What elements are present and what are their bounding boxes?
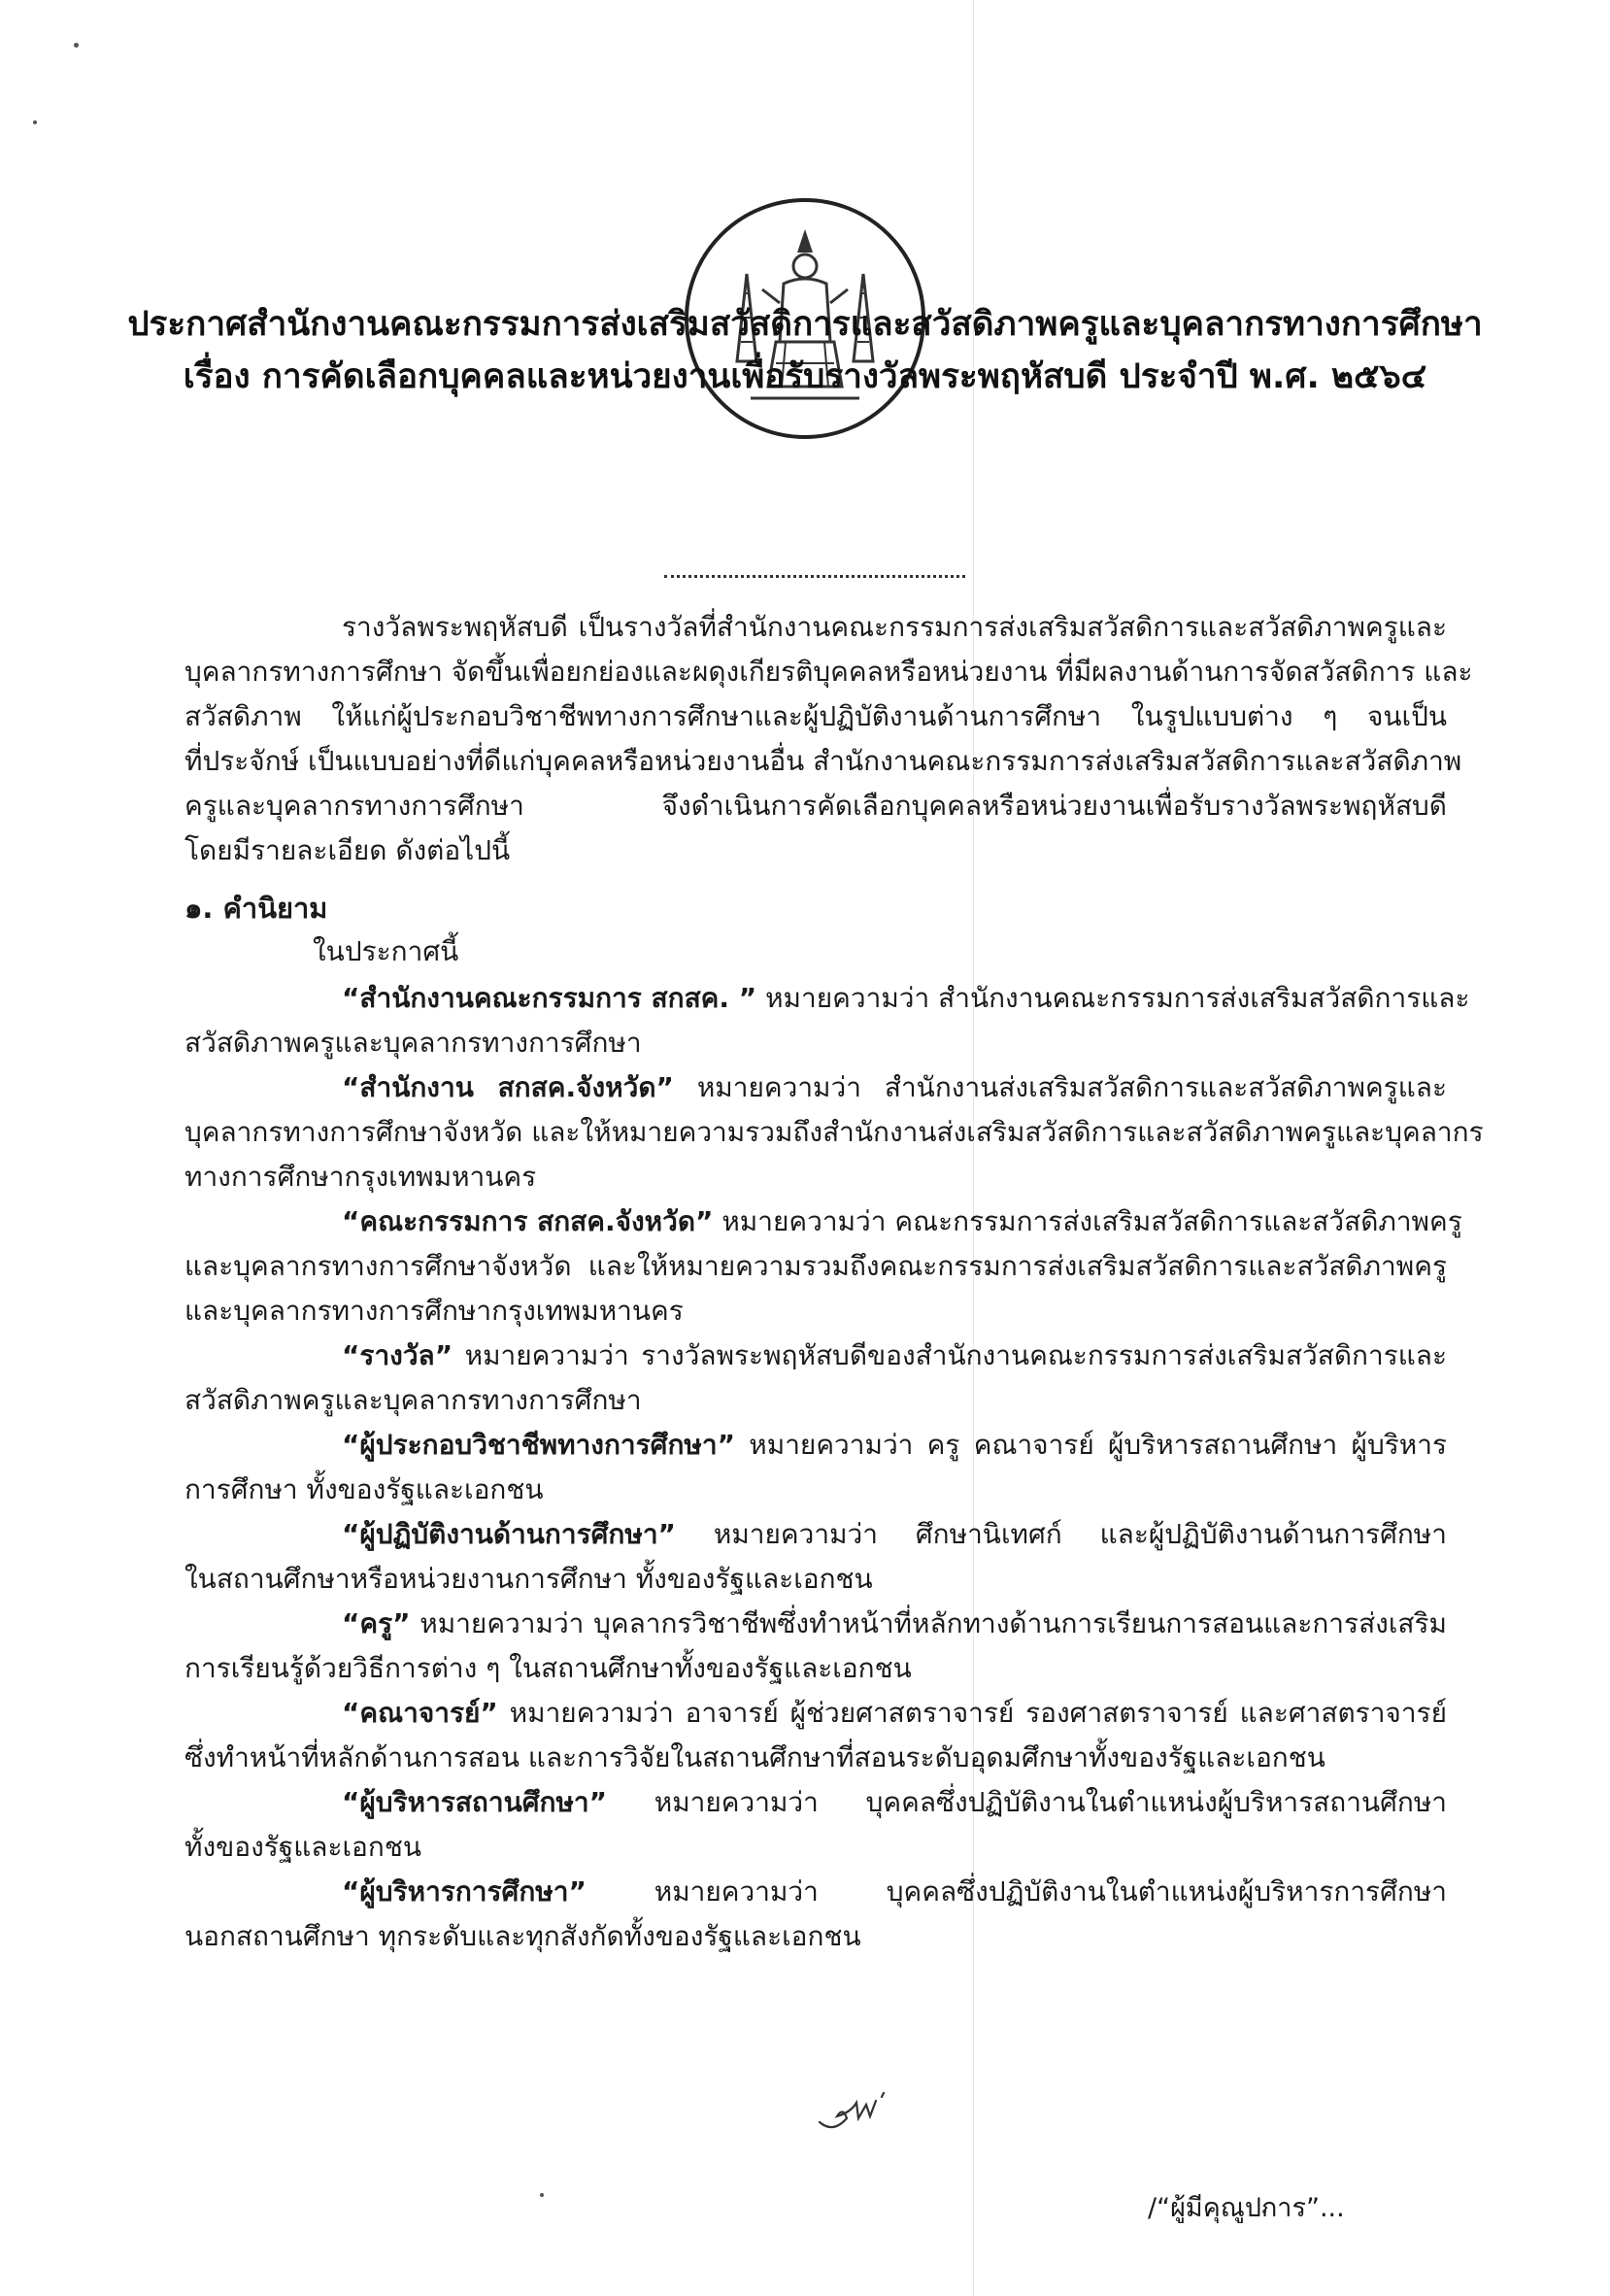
definition-line	[342, 1871, 1447, 1913]
definition-continuation: ในสถานศึกษาหรือหน่วยงานการศึกษา ทั้งของรัฐและเอกชน	[184, 1563, 873, 1595]
definition-line	[342, 1692, 1447, 1735]
intro-line: โดยมีรายละเอียด ดังต่อไปนี้	[184, 834, 511, 866]
definition-continuation: ทางการศึกษากรุงเทพมหานคร	[184, 1161, 537, 1193]
definition-term: “สำนักงานคณะกรรมการ สกสค. ”	[342, 982, 757, 1014]
definition-term: “สำนักงาน สกสค.จังหวัด”	[342, 1071, 674, 1103]
definition-text: หมายความว่า ศึกษานิเทศก์ และผู้ปฏิบัติงานด้านการศึกษา	[675, 1518, 1447, 1550]
definition-continuation: สวัสดิภาพครูและบุคลากรทางการศึกษา	[184, 1027, 642, 1059]
definition-term: “คณะกรรมการ สกสค.จังหวัด”	[342, 1205, 714, 1237]
definition-text: หมายความว่า บุคคลซึ่งปฏิบัติงานในตำแหน่งผู้บริหารสถานศึกษา	[607, 1786, 1447, 1818]
definition-text: หมายความว่า รางวัลพระพฤหัสบดีของสำนักงานคณะกรรมการส่งเสริมสวัสดิการและ	[453, 1339, 1447, 1371]
definition-text: หมายความว่า สำนักงานคณะกรรมการส่งเสริมสวัสดิการและ	[756, 982, 1470, 1014]
intro-line: รางวัลพระพฤหัสบดี เป็นรางวัลที่สำนักงานคณะกรรมการส่งเสริมสวัสดิการและสวัสดิภาพครูและ	[342, 611, 1447, 643]
definition-line	[342, 1066, 1447, 1109]
scan-speck	[540, 2193, 544, 2197]
definition-text: หมายความว่า คณะกรรมการส่งเสริมสวัสดิการและสวัสดิภาพครู	[713, 1205, 1462, 1237]
definition-term: “ผู้ประกอบวิชาชีพทางการศึกษา”	[342, 1429, 735, 1461]
definition-continuation: และบุคลากรทางการศึกษาจังหวัด และให้หมายความรวมถึงคณะกรรมการส่งเสริมสวัสดิการและสวัสดิภาพครู	[184, 1250, 1447, 1282]
section-lead: ในประกาศนี้	[313, 935, 459, 967]
definition-term: “รางวัล”	[342, 1339, 453, 1371]
definition-term: “ผู้ปฏิบัติงานด้านการศึกษา”	[342, 1518, 676, 1550]
scan-speck	[74, 43, 79, 48]
definition-continuation: การเรียนรู้ด้วยวิธีการต่าง ๆ ในสถานศึกษาทั้งของรัฐและเอกชน	[184, 1652, 912, 1684]
definition-continuation: นอกสถานศึกษา ทุกระดับและทุกสังกัดทั้งของรัฐและเอกชน	[184, 1920, 861, 1952]
definition-text: หมายความว่า สำนักงานส่งเสริมสวัสดิการและสวัสดิภาพครูและ	[673, 1071, 1447, 1103]
intro-line: ครูและบุคลากรทางการศึกษา จึงดำเนินการคัดเลือกบุคคลหรือหน่วยงานเพื่อรับรางวัลพระพฤหัสบดี	[184, 790, 1447, 822]
title-line-2: เรื่อง การคัดเลือกบุคคลและหน่วยงานเพื่อรับรางวัลพระพฤหัสบดี ประจำปี พ.ศ. ๒๕๖๔	[183, 357, 1427, 396]
definition-continuation: การศึกษา ทั้งของรัฐและเอกชน	[184, 1473, 544, 1505]
definition-term: “ครู”	[342, 1607, 411, 1639]
definition-text: หมายความว่า ครู คณาจารย์ ผู้บริหารสถานศึกษา ผู้บริหาร	[735, 1429, 1447, 1461]
definition-line	[342, 1781, 1447, 1824]
definition-term: “ผู้บริหารการศึกษา”	[342, 1875, 587, 1908]
definition-continuation: ซึ่งทำหน้าที่หลักด้านการสอน และการวิจัยในสถานศึกษาที่สอนระดับอุดมศึกษาทั้งของรัฐและเอกชน	[184, 1741, 1325, 1773]
intro-line: สวัสดิภาพ ให้แก่ผู้ประกอบวิชาชีพทางการศึกษาและผู้ปฏิบัติงานด้านการศึกษา ในรูปแบบต่าง ๆ จนเป็น	[184, 700, 1447, 732]
definition-text: หมายความว่า บุคลากรวิชาชีพซึ่งทำหน้าที่หลักทางด้านการเรียนการสอนและการส่งเสริม	[410, 1607, 1447, 1639]
title-divider	[664, 575, 965, 584]
definition-term: “ผู้บริหารสถานศึกษา”	[342, 1786, 608, 1818]
handwritten-initials	[814, 2083, 901, 2142]
intro-line: บุคลากรทางการศึกษา จัดขึ้นเพื่อยกย่องและผดุงเกียรติบุคคลหรือหน่วยงาน ที่มีผลงานด้านการจัดสวัสดิการ และ	[184, 656, 1473, 688]
definition-line	[342, 1424, 1447, 1467]
definition-line	[342, 1334, 1447, 1377]
definition-line	[342, 977, 1470, 1020]
definition-term: “คณาจารย์”	[342, 1697, 498, 1729]
definition-continuation: ทั้งของรัฐและเอกชน	[184, 1831, 421, 1863]
definition-line	[342, 1200, 1462, 1243]
next-page-catchword: /“ผู้มีคุณูปการ”...	[1148, 2193, 1345, 2223]
definition-text: หมายความว่า บุคคลซึ่งปฏิบัติงานในตำแหน่งผู้บริหารการศึกษา	[586, 1875, 1447, 1908]
definition-text: หมายความว่า อาจารย์ ผู้ช่วยศาสตราจารย์ รองศาสตราจารย์ และศาสตราจารย์	[497, 1697, 1447, 1729]
definition-line	[342, 1603, 1447, 1645]
definition-continuation: และบุคลากรทางการศึกษากรุงเทพมหานคร	[184, 1295, 684, 1327]
definition-line	[342, 1513, 1447, 1556]
definition-continuation: สวัสดิภาพครูและบุคลากรทางการศึกษา	[184, 1384, 642, 1416]
definition-continuation: บุคลากรทางการศึกษาจังหวัด และให้หมายความรวมถึงสำนักงานส่งเสริมสวัสดิการและสวัสดิภาพครูและบุคลากร	[184, 1116, 1484, 1148]
intro-line: ที่ประจักษ์ เป็นแบบอย่างที่ดีแก่บุคคลหรือหน่วยงานอื่น สำนักงานคณะกรรมการส่งเสริมสวัสดิการและสวัสดิภาพ	[184, 745, 1462, 777]
title-line-1: ประกาศสำนักงานคณะกรรมการส่งเสริมสวัสดิการและสวัสดิภาพครูและบุคลากรทางการศึกษา	[127, 305, 1483, 344]
section-heading: ๑. คำนิยาม	[184, 892, 328, 925]
scan-speck	[33, 120, 37, 124]
